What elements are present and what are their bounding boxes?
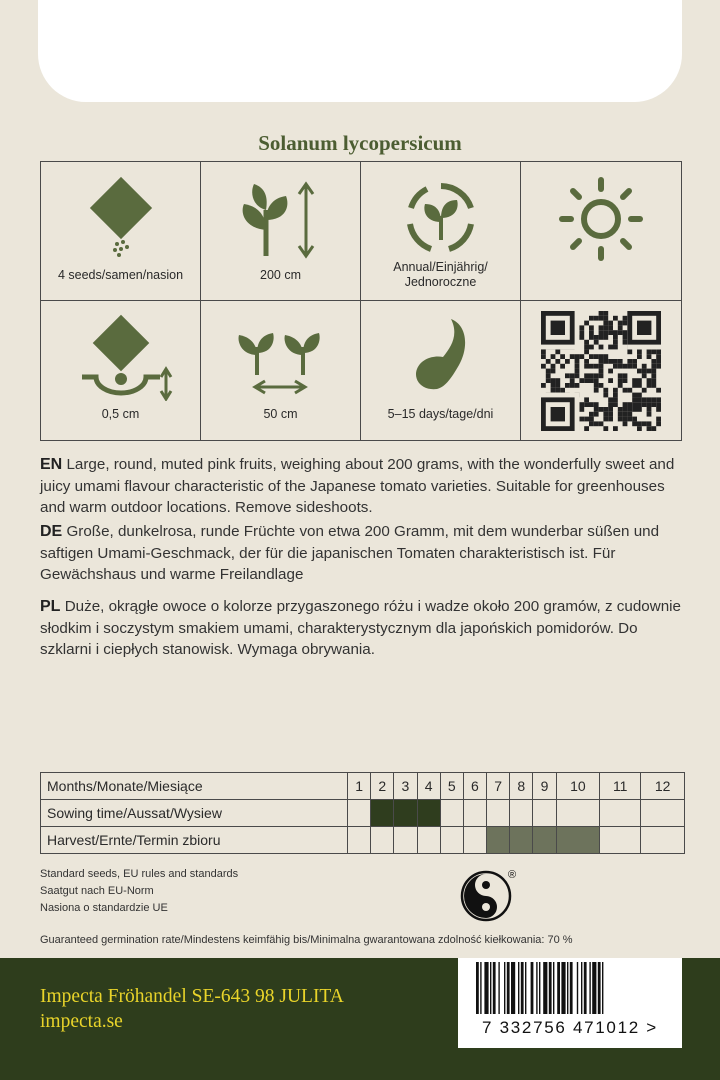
calendar-month-cell [533, 827, 556, 854]
calendar-month-cell [533, 800, 556, 827]
calendar-month-cell [641, 800, 685, 827]
green-dot-recycling-icon [458, 866, 522, 924]
height-label: 200 cm [260, 268, 301, 282]
plant-spacing-icon [231, 327, 331, 407]
calendar-month-cell [440, 800, 463, 827]
germination-cell [361, 301, 521, 440]
description-en-text: Large, round, muted pink fruits, weighing about 200 grams, with the wonderfully sweet and juicy umami flavour characteristic of the Japanese tomato varieties. Suitable for greenhouses and warm outdoor locations. Remove sideshoots. [40, 456, 675, 516]
calendar-month-cell [394, 827, 417, 854]
sowing-depth-icon [66, 311, 176, 401]
barcode-bars [458, 958, 682, 1016]
standards-text [40, 866, 238, 917]
depth-label: 0,5 cm [101, 407, 140, 421]
plant-height-icon [236, 180, 326, 260]
calendar-sowing-row [41, 800, 685, 827]
company-address: Impecta Fröhandel SE-643 98 JULITA [40, 986, 344, 1007]
sun-icon [556, 174, 646, 264]
month-cell: 2 [371, 773, 394, 800]
annual-cell [361, 162, 521, 301]
sowing-label: Sowing time/Aussat/Wysiew [41, 800, 348, 827]
month-cell: 6 [463, 773, 486, 800]
calendar-month-cell [348, 827, 371, 854]
calendar-month-cell [463, 800, 486, 827]
calendar-month-cell [641, 827, 685, 854]
calendar-month-cell [487, 827, 510, 854]
qr-code[interactable] [541, 311, 661, 431]
calendar-month-cell [417, 800, 440, 827]
seed-packet-icon [81, 176, 161, 266]
seeds-label: 4 seeds/samen/nasion [57, 268, 184, 282]
calendar-month-cell [556, 800, 600, 827]
calendar-month-cell [556, 827, 600, 854]
lang-code-pl: PL [40, 598, 61, 615]
website[interactable]: impecta.se [40, 1011, 123, 1032]
month-cell: 4 [417, 773, 440, 800]
annual-label: Annual/Einjährig/ Jednoroczne [393, 260, 488, 289]
calendar-month-cell [371, 800, 394, 827]
germination-rate: Guaranteed germination rate/Mindestens keimfähig bis/Minimalna gwarantowana zdolność kiełkowania: 70 % [40, 934, 573, 946]
latin-name: Solanum lycopersicum [258, 131, 462, 155]
calendar-month-cell [394, 800, 417, 827]
barcode-number: 7 332756 471012 > [482, 1018, 658, 1037]
month-cell: 3 [394, 773, 417, 800]
calendar-month-cell [600, 800, 641, 827]
info-grid [40, 161, 682, 441]
germination-icon [401, 313, 481, 403]
lang-code-en: EN [40, 456, 63, 473]
calendar-month-cell [487, 800, 510, 827]
height-cell [201, 162, 361, 301]
calendar-month-cell [510, 827, 533, 854]
depth-cell [41, 301, 201, 440]
standards-line: Standard seeds, EU rules and standards [40, 868, 239, 880]
calendar-month-cell [463, 827, 486, 854]
germination-label: 5–15 days/tage/dni [387, 407, 494, 421]
standards-line: Nasiona o standardzie UE [40, 902, 168, 914]
description-pl [40, 596, 690, 661]
hang-hole [38, 0, 682, 102]
calendar-month-cell [440, 827, 463, 854]
calendar-month-cell [510, 800, 533, 827]
calendar-harvest-row [41, 827, 685, 854]
month-cell: 1 [348, 773, 371, 800]
month-cell: 9 [533, 773, 556, 800]
calendar-month-cell [348, 800, 371, 827]
standards-line: Saatgut nach EU-Norm [40, 885, 154, 897]
month-cell: 5 [440, 773, 463, 800]
annual-cycle-icon [401, 178, 481, 258]
months-label: Months/Monate/Miesiące [41, 773, 348, 800]
qr-cell [521, 301, 681, 440]
month-cell: 10 [556, 773, 600, 800]
harvest-label: Harvest/Ernte/Termin zbioru [41, 827, 348, 854]
calendar-month-cell [417, 827, 440, 854]
month-cell: 11 [600, 773, 641, 800]
month-cell: 8 [510, 773, 533, 800]
sowing-calendar [40, 772, 685, 854]
seeds-cell [41, 162, 201, 301]
month-cell: 12 [641, 773, 685, 800]
description-en [40, 454, 690, 519]
month-cell: 7 [487, 773, 510, 800]
calendar-months-row [41, 773, 685, 800]
svg-text:®: ® [508, 869, 517, 881]
calendar-month-cell [371, 827, 394, 854]
spacing-cell [201, 301, 361, 440]
sun-cell [521, 162, 681, 301]
description-de-text: Große, dunkelrosa, runde Früchte von etwa 200 Gramm, mit dem wunderbar süßen und saftigen Umami-Geschmack, der für die japanischen Tomaten charakteristisch ist. Für Gewächshaus und warme Freilandlage [40, 523, 660, 583]
calendar-month-cell [600, 827, 641, 854]
lang-code-de: DE [40, 523, 63, 540]
description-pl-text: Duże, okrągłe owoce o kolorze przygaszonego różu i wadze około 200 gramów, z cudownie słodkim i soczystym smakiem umami, charakterystycznym dla japońskich pomidorów. Do szklarni i ciepłych stanowisk. Wymaga obrywania. [40, 598, 681, 658]
description-de [40, 521, 690, 586]
spacing-label: 50 cm [263, 407, 298, 421]
